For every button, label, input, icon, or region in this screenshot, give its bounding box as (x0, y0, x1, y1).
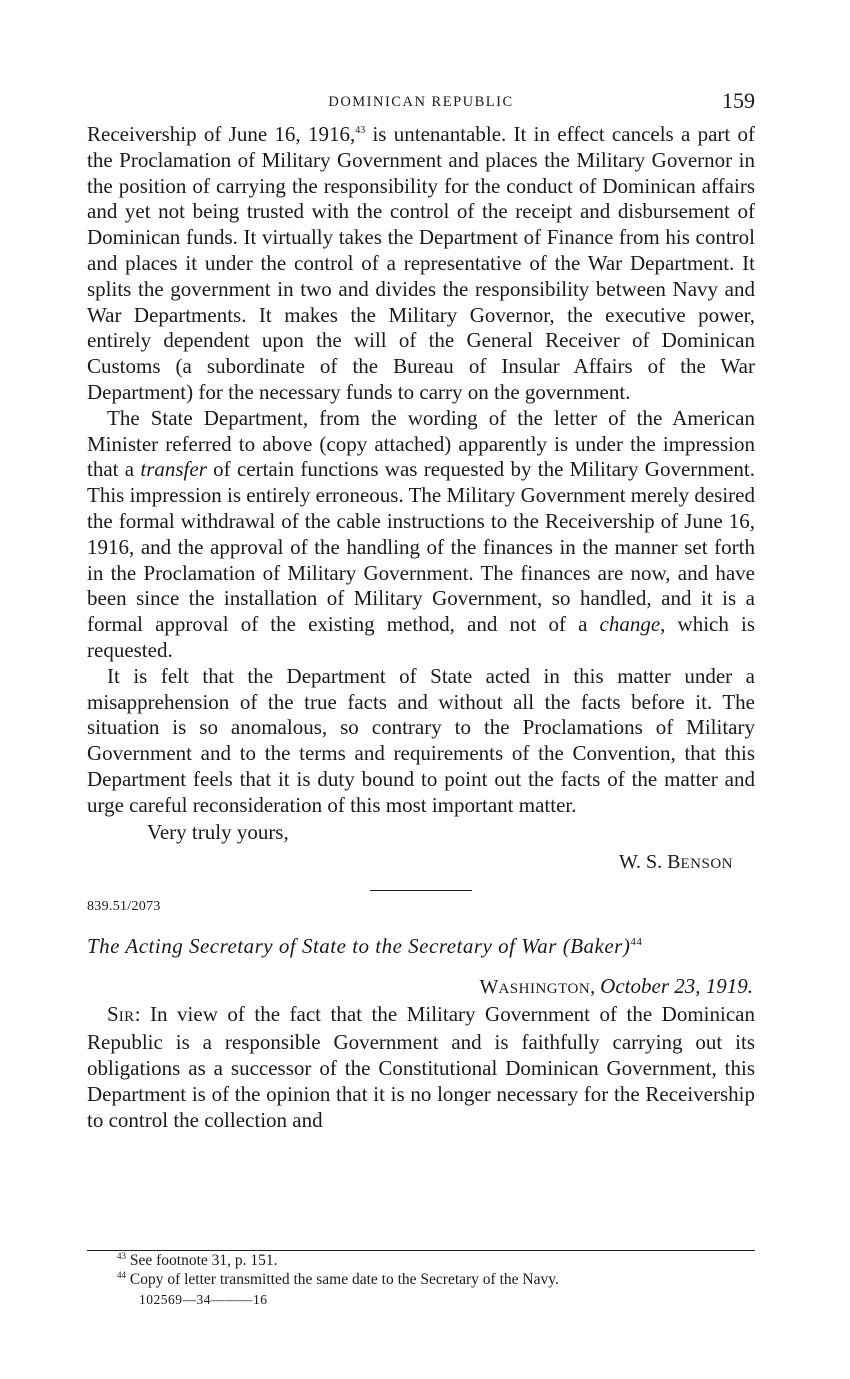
paragraph-text: Receivership of June 16, 1916, (87, 122, 356, 146)
salutation-initial: S (107, 1001, 119, 1026)
letter-text: : In view of the fact that the Military Government of the Dominican Republic is a responsible Government and is faithfully carrying out its obligations as a successor of the Constitutional Dominican Government, this Department is of the opinion that it is no longer necessary for the Receivership to control the collection and (87, 1001, 755, 1132)
heading-text: The Acting Secretary of State to the Secretary of War ( (87, 933, 571, 958)
paragraph-text: is untenantable. It in effect cancels a part of the Proclamation of Military Government and places the Military Governor in the position of carrying the responsibility for the conduct of Dominican affairs and yet not being trusted with the control of the receipt and disbursement of Dominican funds. It virtually takes the Department of Finance from his control and places it under the control of a representative of the War Department. It splits the government in two and divides the responsibility between Navy and War Departments. It makes the Military Governor, the executive power, entirely dependent upon the will of the General Receiver of Dominican Customs (a subordinate of the Bureau of Insular Affairs of the War Department) for the necessary funds to carry on the government. (87, 122, 755, 404)
footnote-ref-44[interactable]: 44 (630, 935, 643, 948)
dateline-date: October 23, 1919. (600, 973, 753, 998)
footnote-mark: 43 (117, 1250, 126, 1261)
paragraph-misapprehension: It is felt that the Department of State acted in this matter under a misapprehension of the true facts and without all the facts before it. The situation is so anomalous, so contrary to the Proclamations of Military Government and to the terms and requirements of the Convention, that this Department feels that it is duty bound to point out the facts of the matter and urge careful reconsideration of this most important matter. (87, 663, 755, 817)
footnote-ref-43[interactable]: 43 (355, 125, 366, 136)
dateline-place: ASHINGTON (498, 980, 591, 997)
footnote-mark: 44 (117, 1269, 126, 1280)
paragraph-text: The State Department, from the wording of the letter of the American Minister referred to above (copy attached) apparently is under the impression that a (87, 405, 755, 482)
page (87, 88, 755, 1134)
footnotes (87, 1250, 755, 1308)
running-header (87, 88, 755, 122)
signature-surname: ENSON (680, 855, 733, 872)
footnote-44 (87, 1270, 755, 1289)
closing: Very truly yours, (147, 819, 289, 844)
file-number: 839.51/2073 (87, 898, 161, 914)
paragraph-state-department (87, 406, 755, 664)
page-number: 159 (722, 88, 755, 113)
salutation: IR (118, 1008, 135, 1025)
dateline-place-initial: W (479, 975, 499, 998)
footnote-text: Copy of letter transmitted the same date to the Secretary of the Navy. (129, 1271, 559, 1288)
running-title: DOMINICAN REPUBLIC (328, 94, 514, 110)
footnote-text: See footnote 31, p. 151. (129, 1252, 278, 1269)
paragraph-text: , which is requested. (87, 612, 755, 662)
footnote-43 (87, 1251, 755, 1270)
heading-text-end: ) (622, 933, 631, 958)
emphasis-change: change (599, 612, 661, 637)
heading-name: Baker (570, 933, 623, 958)
print-line: 102569—34———16 (139, 1292, 268, 1307)
signature-initials: W. S. B (618, 850, 681, 873)
letter-body (87, 1002, 755, 1134)
emphasis-transfer: transfer (140, 457, 207, 482)
dateline: WASHINGTON, October 23, 1919. (479, 973, 753, 998)
paragraph-text: of certain functions was requested by the Military Government. This impression is entirely erroneous. The Military Government merely desired the formal withdrawal of the cable instructions to the Receivership of June 16, 1916, and the approval of the handling of the finances in the manner set forth in the Proclamation of Military Government. The finances are now, and have been since the installation of Military Government, so handled, and it is a formal approval of the existing method, and not of a (87, 457, 756, 637)
signature (87, 849, 755, 877)
document-heading (87, 929, 755, 959)
section-divider (370, 890, 472, 891)
paragraph-continued (87, 122, 755, 406)
